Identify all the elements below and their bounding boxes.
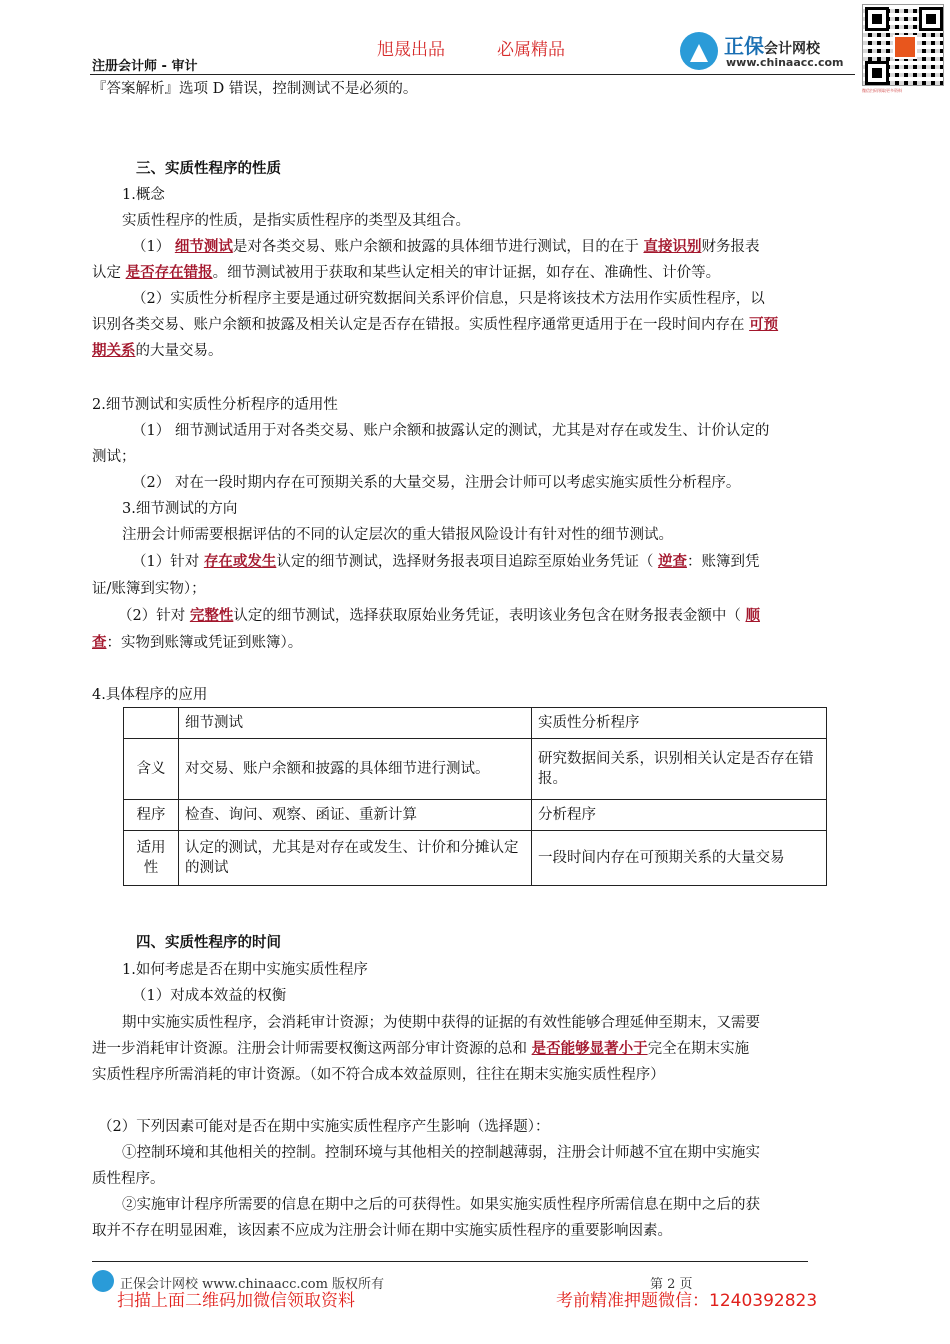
s4-q2: （2）下列因素可能对是否在期中实施实质性程序产生影响（选择题）：	[98, 1119, 550, 1135]
keyword-relationship: 期关系	[92, 343, 136, 359]
table-cell: 认定的测试，尤其是对存在或发生、计价和分摊认定的测试	[179, 831, 532, 886]
doc-label: 注册会计师 - 审计	[92, 59, 198, 74]
table-row	[124, 739, 827, 800]
s4-q1-t3: 实质性程序所需消耗的审计资源。（如不符合成本效益原则，往往在期末实施实质性程序）	[92, 1067, 665, 1083]
chinaacc-logo	[680, 28, 860, 74]
s4-q2-b2: 取并不存在明显困难，该因素不应成为注册会计师在期中实施实质性程序的重要影响因素。	[92, 1223, 672, 1239]
procedure-table	[123, 707, 827, 886]
keyword-completeness: 完整性	[189, 608, 234, 624]
s3-direction-a1	[132, 552, 759, 572]
s3-analytic-line1: （2）实质性分析程序主要是通过研究数据间关系评价信息，只是将该技术方法用作实质性程序，以	[132, 291, 765, 307]
brand-tagline-b: 必属精品	[497, 40, 565, 60]
s4-q1-t1: 期中实施实质性程序，会消耗审计资源；为使期中获得的证据的有效性能够合理延伸至期末，又需要	[122, 1015, 760, 1031]
table-cell: 检查、询问、观察、函证、重新计算	[179, 800, 532, 831]
keyword-forward-check-2: 查	[92, 635, 107, 651]
s3-direction-text: 注册会计师需要根据评估的不同的认定层次的重大错报风险设计有针对性的细节测试。	[122, 527, 673, 543]
text: 是对各类交易、账户余额和披露的具体细节进行测试，目的在于	[232, 239, 639, 255]
s3-direction-a2: 证/账簿到实物）；	[92, 581, 206, 597]
table-cell: 对交易、账户余额和披露的具体细节进行测试。	[179, 739, 532, 800]
table-row	[124, 800, 827, 831]
text: （2）针对	[118, 608, 186, 624]
keyword-direct-identify: 直接识别	[643, 239, 702, 255]
s3-detail-line2	[92, 263, 720, 283]
s3-direction-b1	[118, 606, 760, 626]
logo-main-text: 正保	[724, 34, 764, 58]
s3-detail-line1	[132, 237, 759, 257]
text: 。细节测试被用于获取和某些认定相关的审计证据，如存在、准确性、计价等。	[212, 265, 721, 281]
promo-wechat: 考前精准押题微信：1240392823	[556, 1291, 818, 1311]
s3-applicability-b: （2） 对在一段时期内存在可预期关系的大量交易，注册会计师可以考虑实施实质性分析程序。	[132, 475, 741, 491]
s3-applicability-title: 2.细节测试和实质性分析程序的适用性	[92, 397, 338, 413]
text: 认定	[92, 265, 121, 281]
table-cell: 适用性	[124, 831, 179, 886]
qr-caption: 微信扫码领取更多资料	[862, 88, 902, 93]
page-number: 第 2 页	[650, 1277, 693, 1292]
text: 的大量交易。	[135, 343, 223, 359]
s3-analytic-line2	[92, 315, 778, 335]
keyword-existence: 存在或发生	[203, 554, 277, 570]
keyword-significantly-less: 是否能够显著小于	[531, 1041, 648, 1057]
footer-copyright: 正保会计网校 www.chinaacc.com 版权所有	[120, 1277, 385, 1292]
s3-concept-text: 实质性程序的性质，是指实质性程序的类型及其组合。	[122, 213, 470, 229]
footer-logo-icon	[92, 1270, 114, 1292]
s3-application-title: 4.具体程序的应用	[92, 687, 208, 703]
s4-q2-a1: ①控制环境和其他相关的控制。控制环境与其他相关的控制越薄弱，注册会计师越不宜在期中实施实	[122, 1145, 760, 1161]
answer-explanation: 『答案解析』选项 D 错误，控制测试不是必须的。	[92, 81, 418, 97]
text: 完全在期末实施	[647, 1041, 750, 1057]
header-rule	[90, 74, 855, 75]
qr-code-icon	[862, 4, 944, 86]
table-cell: 分析程序	[532, 800, 827, 831]
keyword-detail-test: 细节测试	[174, 239, 233, 255]
table-header-cell: 细节测试	[179, 708, 532, 739]
table-header-cell	[124, 708, 179, 739]
keyword-forward-check: 顺	[745, 608, 760, 624]
table-row	[124, 831, 827, 886]
brand-tagline-a: 旭晟出品	[377, 40, 445, 60]
section-4-title: 四、实质性程序的时间	[136, 935, 281, 951]
table-cell: 一段时间内存在可预期关系的大量交易	[532, 831, 827, 886]
s4-q1-t2	[92, 1039, 749, 1059]
keyword-predictable: 可预	[749, 317, 779, 333]
logo-url: www.chinaacc.com	[726, 56, 844, 69]
section-3-title: 三、实质性程序的性质	[136, 161, 281, 177]
text: ：实物到账簿或凭证到账簿）。	[106, 635, 303, 651]
keyword-misstatement: 是否存在错报	[125, 265, 213, 281]
table-cell: 含义	[124, 739, 179, 800]
s3-concept-title: 1.概念	[122, 187, 165, 203]
text: 认定的细节测试，选择获取原始业务凭证，表明该业务包含在财务报表金额中（	[233, 608, 741, 624]
keyword-reverse-check: 逆查	[657, 554, 687, 570]
s3-applicability-a2: 测试；	[92, 449, 136, 465]
table-cell: 程序	[124, 800, 179, 831]
s3-direction-title: 3.细节测试的方向	[122, 501, 238, 517]
s4-q2-b1: ②实施审计程序所需要的信息在期中之后的可获得性。如果实施实质性程序所需信息在期中之后的获	[122, 1197, 760, 1213]
s3-direction-b2	[92, 633, 302, 653]
table-header-row	[124, 708, 827, 739]
text: 财务报表	[701, 239, 760, 255]
s4-q1: 1.如何考虑是否在期中实施实质性程序	[122, 962, 368, 978]
s4-q2-a2: 质性程序。	[92, 1171, 165, 1187]
logo-emblem-icon	[680, 32, 718, 70]
text: 进一步消耗审计资源。注册会计师需要权衡这两部分审计资源的总和	[92, 1041, 527, 1057]
footer-rule	[92, 1261, 808, 1262]
table-cell: 研究数据间关系，识别相关认定是否存在错报。	[532, 739, 827, 800]
s3-analytic-line3	[92, 341, 223, 361]
s4-q1-a: （1）对成本效益的权衡	[132, 988, 287, 1004]
text: 识别各类交易、账户余额和披露及相关认定是否存在错报。实质性程序通常更适用于在一段时间内存在	[92, 317, 745, 333]
text: （1）	[132, 239, 171, 255]
text: 认定的细节测试，选择财务报表项目追踪至原始业务凭证（	[276, 554, 654, 570]
s3-applicability-a1: （1） 细节测试适用于对各类交易、账户余额和披露认定的测试，尤其是对存在或发生、计价认定的	[132, 423, 770, 439]
text: （1）针对	[132, 554, 200, 570]
promo-scan-qr: 扫描上面二维码加微信领取资料	[117, 1291, 355, 1311]
text: ：账簿到凭	[686, 554, 760, 570]
table-header-cell: 实质性分析程序	[532, 708, 827, 739]
logo-sub-text: 会计网校	[764, 41, 820, 57]
